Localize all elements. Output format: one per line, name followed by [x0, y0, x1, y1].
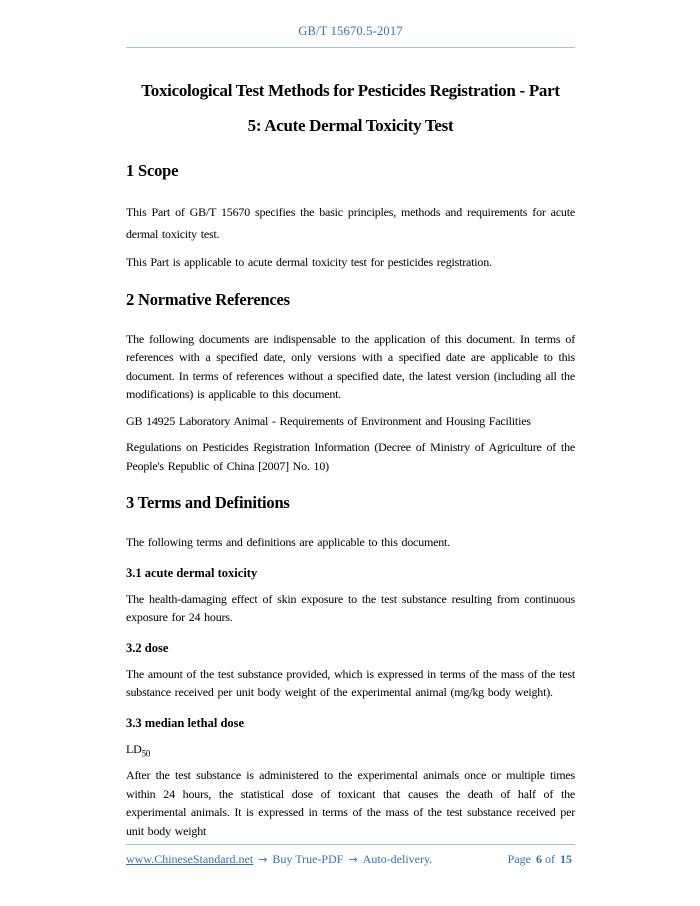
subsection-heading: 3.3 median lethal dose	[126, 715, 245, 730]
document-body	[126, 160, 575, 840]
section-heading: 1 Scope	[126, 161, 179, 180]
footer-row	[126, 851, 575, 868]
chinesestandard-link[interactable]: www.ChineseStandard.net	[126, 852, 254, 866]
paragraph: This Part of GB/T 15670 specifies the basic principles, methods and requirements for acute dermal toxicity test.	[126, 205, 575, 241]
paragraph: This Part is applicable to acute dermal toxicity test for pesticides registration.	[126, 255, 492, 269]
term-symbol-subscript: 50	[141, 747, 151, 758]
arrow-right-icon: →	[348, 853, 358, 866]
page-total-number: 15	[560, 852, 572, 866]
paragraph: The following documents are indispensable to the application of this document. In terms of references with a specified date, only versions with a specified date are applicable to this document. In terms of references without a specified date, the latest version (including all the modifications) is applicable to this document.	[126, 331, 575, 401]
header-divider	[126, 47, 575, 48]
paragraph: The health-damaging effect of skin exposure to the test substance resulting from continuous exposure for 24 hours.	[126, 591, 575, 624]
page-current-number: 6	[536, 852, 542, 866]
footer-divider	[126, 844, 575, 845]
section-heading: 3 Terms and Definitions	[126, 493, 290, 512]
page-footer	[126, 844, 575, 868]
footer-buy-text: Buy True-PDF	[272, 852, 344, 866]
subsection-heading: 3.1 acute dermal toxicity	[126, 565, 258, 580]
page-of-label: of	[545, 852, 555, 866]
subsection-heading: 3.2 dose	[126, 640, 169, 655]
paragraph: GB 14925 Laboratory Animal - Requirements of Environment and Housing Facilities	[126, 413, 531, 428]
section-heading: 2 Normative References	[126, 289, 290, 309]
document-title-line-2: 5: Acute Dermal Toxicity Test	[247, 116, 454, 135]
paragraph: Regulations on Pesticides Registration Information (Decree of Ministry of Agriculture of the People's Republic of China [2007] No. 10)	[126, 440, 575, 473]
paragraph: The amount of the test substance provided, which is expressed in terms of the mass of the test substance received per unit body weight of the experimental animal (mg/kg body weight).	[126, 666, 575, 699]
term-symbol	[126, 740, 575, 759]
footer-promo	[126, 851, 432, 868]
paragraph: The following terms and definitions are applicable to this document.	[126, 535, 450, 549]
paragraph: After the test substance is administered to the experimental animals once or multiple times within 24 hours, the statistical dose of toxicant that causes the death of half of the experimental animals. It is expressed in terms of the mass of the test substance received per unit body weight	[126, 768, 575, 838]
term-symbol-base: LD	[126, 741, 142, 756]
page-indicator	[508, 851, 575, 867]
document-title	[126, 73, 575, 143]
page-label: Page	[507, 852, 531, 866]
standard-code-header: GB/T 15670.5-2017	[298, 24, 403, 38]
document-title-line-1: Toxicological Test Methods for Pesticides Registration - Part	[141, 81, 560, 100]
footer-delivery-text: Auto-delivery.	[362, 852, 433, 866]
arrow-right-icon: →	[258, 853, 268, 866]
